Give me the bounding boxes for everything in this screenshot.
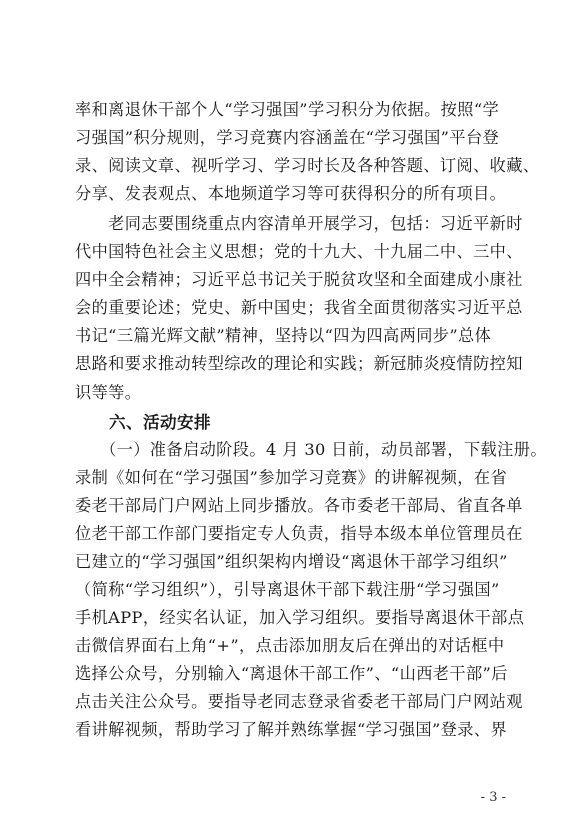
body-line: 看讲解视频，帮助学习了解并熟练掌握“学习强国”登录、界 xyxy=(75,720,508,739)
body-line: 率和离退休干部个人“学习强国”学习积分为依据。按照“学 xyxy=(75,100,500,119)
body-line: 会的重要论述；党史、新中国史；我省全面贯彻落实习近平总 xyxy=(75,298,523,317)
body-line: 手机APP，经实名认证，加入学习组织。要指导离退休干部点 xyxy=(75,608,525,627)
body-line: 分享、发表观点、本地频道学习等可获得积分的所有项目。 xyxy=(75,184,507,203)
body-line: 击微信界面右上角“+”，点击添加朋友后在弹出的对话框中 xyxy=(75,636,505,655)
body-line: 录制《如何在“学习强国”参加学习竞赛》的讲解视频，在省 xyxy=(75,468,508,487)
body-line: 思路和要求推动转型综改的理论和实践；新冠肺炎疫情防控知 xyxy=(75,354,523,373)
body-line: 已建立的“学习强国”组织架构内增设“离退休干部学习组织” xyxy=(75,552,508,571)
body-line: 四中全会精神；习近平总书记关于脱贫攻坚和全面建成小康社 xyxy=(75,270,523,289)
body-line: 录、阅读文章、视听学习、学习时长及各种答题、订阅、收藏、 xyxy=(75,156,540,175)
page-number: - 3 - xyxy=(480,790,506,805)
body-line: （简称“学习组织”），引导离退休干部下载注册“学习强国” xyxy=(75,580,500,599)
body-line: 习强国”积分规则，学习竞赛内容涵盖在“学习强国”平台登 xyxy=(75,128,500,147)
body-line: 位老干部工作部门要指定专人负责，指导本级本单位管理员在 xyxy=(75,524,523,543)
body-line: 代中国特色社会主义思想；党的十九大、十九届二中、三中、 xyxy=(75,242,523,261)
body-line: 委老干部局门户网站上同步播放。各市委老干部局、省直各单 xyxy=(75,496,523,515)
body-line: 书记“三篇光辉文献”精神，坚持以“四为四高两同步”总体 xyxy=(75,326,492,345)
section-heading: 六、活动安排 xyxy=(75,413,211,432)
body-line: 点击关注公众号。要指导老同志登录省委老干部局门户网站观 xyxy=(75,692,523,711)
body-line: 老同志要围绕重点内容清单开展学习，包括：习近平新时 xyxy=(75,214,523,233)
body-line: 识等等。 xyxy=(75,383,142,402)
body-line: （一）准备启动阶段。4 月 30 日前，动员部署，下载注册。 xyxy=(75,440,547,459)
body-line: 选择公众号，分别输入“离退休干部工作”、“山西老干部”后 xyxy=(75,664,508,683)
